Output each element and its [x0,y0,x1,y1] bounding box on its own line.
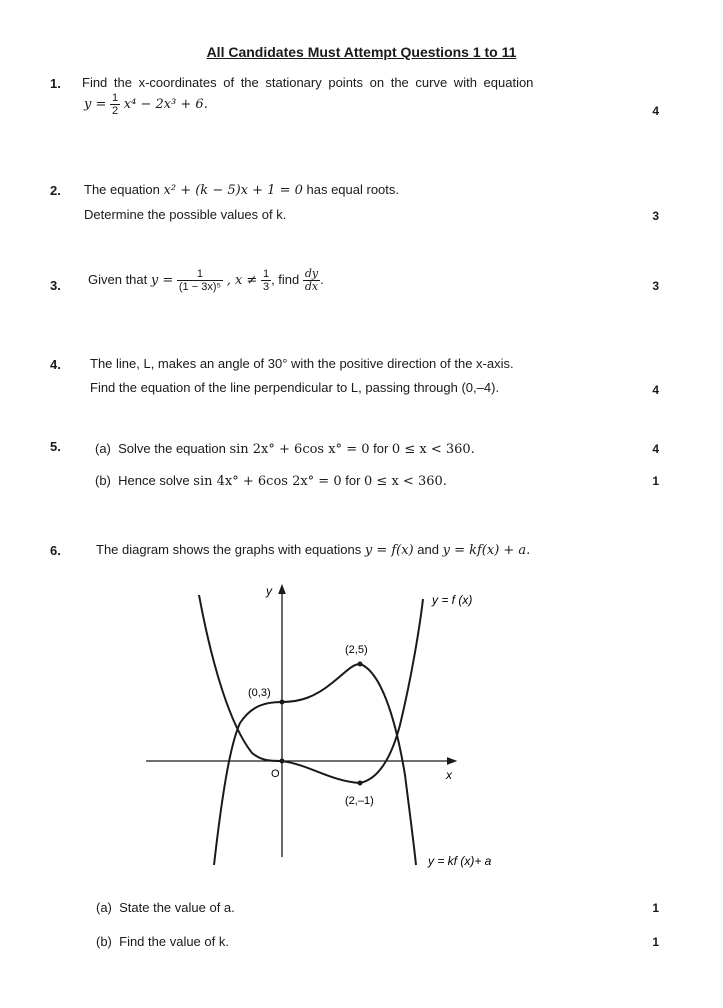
page-heading: All Candidates Must Attempt Questions 1 to 11 [206,44,517,60]
q1-eq-rest: x⁴ − 2x³ + 6. [123,96,208,112]
question-1-text: Find the x-coordinates of the stationary points on the curve with equation [82,75,534,90]
question-5b [95,473,447,489]
q3-y-eq: y = [150,272,174,288]
question-6-text [96,542,530,558]
q5a-post: for [373,441,389,456]
point-origin [280,759,285,764]
q5a-pre: Solve the equation [118,441,226,456]
question-2-line2: Determine the possible values of k. [84,207,287,222]
curve-f-label: y = f (x) [432,593,473,607]
q3-derivative [303,268,320,293]
q6b-text: Find the value of k. [119,934,229,949]
question-6-number: 6. [50,543,61,558]
q6-eq2: y = kf(x) + a. [442,543,531,558]
question-3-text: Given that y = $\frac{1}{\text{(1 − 3x)⁵}}$ , x ≠ $\frac{1}{3}$ , find $\frac{dy}{dx}$ . [88,267,324,293]
q3-dx: dx [304,280,319,293]
x-axis-label: x [446,768,452,782]
point-2-5 [358,662,363,667]
q5a-range: 0 ≤ x < 360. [391,442,475,457]
q3-find: , find [271,271,300,287]
q5b-range: 0 ≤ x < 360. [364,474,447,489]
q5b-pre: Hence solve [118,473,190,488]
curve-f [199,595,423,783]
question-4-marks: 4 [652,383,659,397]
q3-frac-den: (1 − 3x)⁵ [178,281,222,293]
question-4-number: 4. [50,357,61,372]
question-6a-marks: 1 [652,901,659,915]
question-5-number: 5. [50,439,61,454]
q3-dy: dy [304,267,319,280]
q1-eq-lhs: y = [84,96,107,112]
q5b-label: (b) [95,473,111,488]
q3-pre: Given that [88,271,148,287]
q5a-equation: sin 2x° + 6cos x° = 0 [229,442,370,457]
q6a-label: (a) [96,900,112,915]
label-point-0-3: (0,3) [248,687,271,699]
question-5b-marks: 1 [652,474,659,488]
q5b-post: for [345,473,361,488]
curve-kf-plus-a [214,664,416,865]
question-2-line1 [84,182,399,198]
q2-equation: x² + (k − 5)x + 1 = 0 [163,183,303,198]
graph-diagram [140,575,540,875]
question-4-line2: Find the equation of the line perpendicular to L, passing through (0,–4). [90,380,500,395]
question-5a [95,441,475,457]
question-2-marks: 3 [652,209,659,223]
question-1-number: 1. [50,76,61,91]
question-1-equation [84,92,208,117]
q6b-label: (b) [96,934,112,949]
question-2-number: 2. [50,183,61,198]
question-3-marks: 3 [652,279,659,293]
q2-pre: The equation [84,182,160,197]
q5a-label: (a) [95,441,111,456]
label-point-2-m1: (2,–1) [345,795,374,807]
q3-cond-fraction [261,268,271,293]
q3-cond-den: 3 [262,281,270,293]
q1-frac-den: 2 [112,105,119,117]
question-6a [96,900,235,915]
question-4-line1: The line, L, makes an angle of 30° with the positive direction of the x-axis. [90,356,514,371]
point-2-m1 [358,781,363,786]
q6a-text: State the value of a. [119,900,235,915]
y-axis-label: y [266,584,272,598]
question-3-number: 3. [50,278,61,293]
q1-eq-fraction [110,92,120,117]
q1-frac-num: 1 [112,92,119,104]
q6-and: and [417,542,439,557]
q3-cond-num: 1 [262,268,270,280]
q2-post: has equal roots. [306,182,400,197]
question-6b [96,934,229,949]
point-0-3 [280,700,285,705]
q3-frac-num: 1 [177,268,223,281]
q3-fraction [177,268,223,293]
label-point-2-5: (2,5) [345,644,368,656]
q6-eq1: y = f(x) [364,543,414,558]
curve-kf-label: y = kf (x)+ a [428,854,492,868]
q5b-equation: sin 4x° + 6cos 2x° = 0 [193,474,342,489]
question-5a-marks: 4 [652,442,659,456]
q6-pre: The diagram shows the graphs with equations [96,542,362,557]
question-1-marks: 4 [652,104,659,118]
question-6b-marks: 1 [652,935,659,949]
q3-condition: , x ≠ [226,272,258,288]
origin-label: O [271,768,280,780]
